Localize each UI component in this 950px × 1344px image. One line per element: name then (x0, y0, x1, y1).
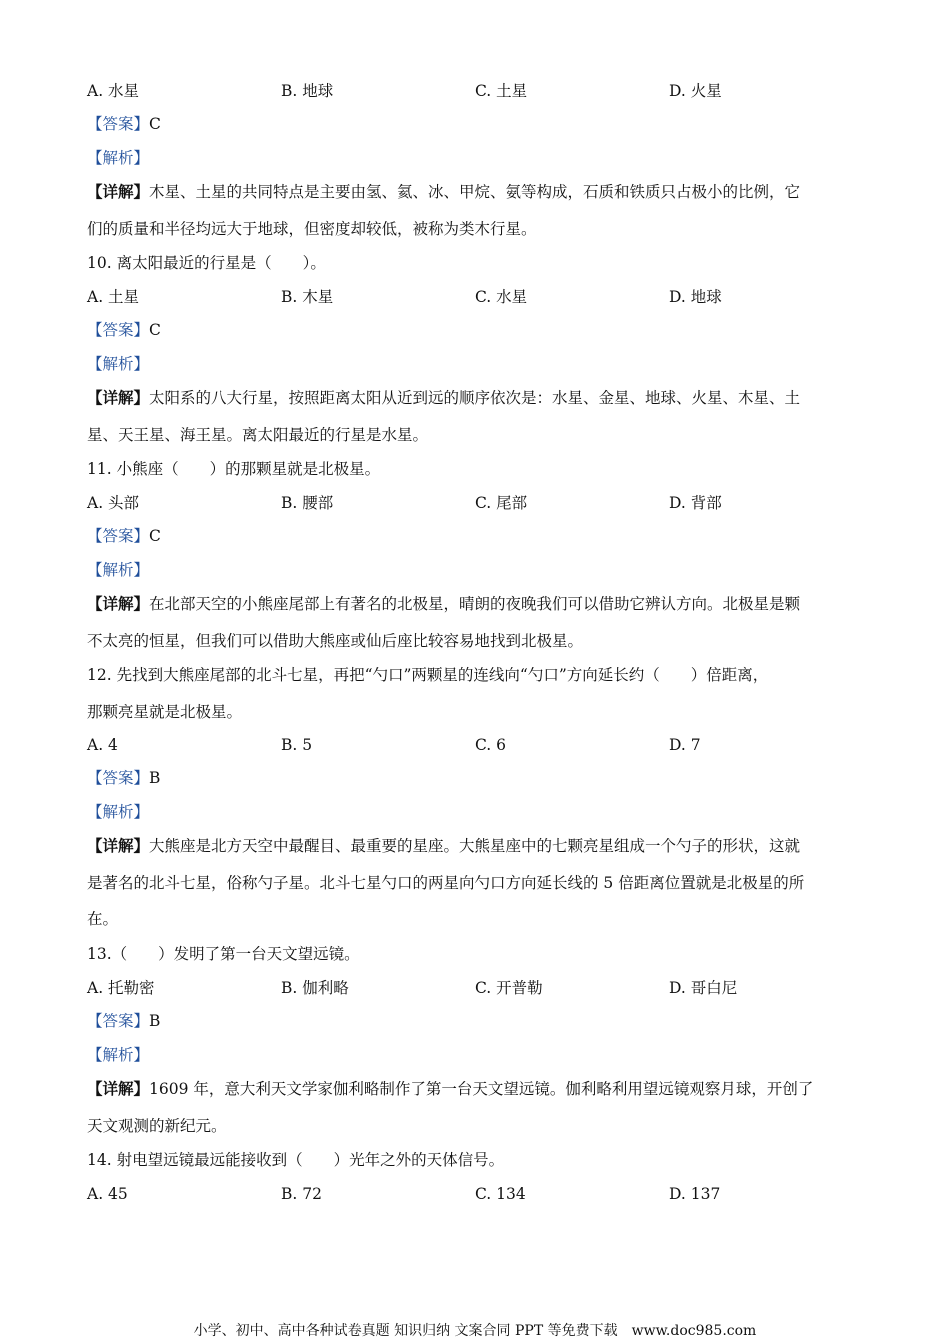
q13-option-a: A. 托勒密 (87, 979, 155, 997)
q14-option-c: C. 134 (475, 1185, 526, 1203)
q11-detail-line-1 (87, 594, 800, 614)
q13-detail-text-1: 1609 年，意大利天文学家伽利略制作了第一台天文望远镜。伽利略利用望远镜观察月球，开创了 (149, 1080, 814, 1098)
q12-option-b: B. 5 (281, 736, 313, 754)
q9-detail-text-1: 木星、土星的共同特点是主要由氢、氦、冰、甲烷、氨等构成，石质和铁质只占极小的比例，它 (149, 183, 801, 201)
page-footer: 小学、初中、高中各种试卷真题 知识归纳 文案合同 PPT 等免费下载 www.doc985.com (193, 1323, 757, 1339)
q10-detail-text-1: 太阳系的八大行星，按照距离太阳从近到远的顺序依次是：水星、金星、地球、火星、木星、土 (149, 389, 801, 407)
answer-label: 【答案】 (87, 321, 150, 339)
q13-option-d: D. 哥白尼 (669, 979, 738, 997)
q13-analysis-label: 【解析】 (87, 1046, 150, 1064)
q11-option-b: B. 腰部 (281, 494, 334, 512)
q10-answer-value: C (149, 321, 161, 339)
q10-detail-line-2: 星、天王星、海王星。离太阳最近的行星是水星。 (87, 426, 429, 444)
q13-stem: 13.（ ）发明了第一台天文望远镜。 (87, 945, 360, 963)
detail-label: 【详解】 (87, 182, 150, 201)
q10-option-b: B. 木星 (281, 288, 334, 306)
q10-option-c: C. 水星 (475, 288, 528, 306)
q14-stem: 14. 射电望远镜最远能接收到（ ）光年之外的天体信号。 (87, 1151, 505, 1169)
q11-stem: 11. 小熊座（ ）的那颗星就是北极星。 (87, 460, 381, 478)
q9-option-d: D. 火星 (669, 82, 722, 100)
q12-stem-line-2: 那颗亮星就是北极星。 (87, 703, 243, 721)
q12-option-d: D. 7 (669, 736, 701, 754)
q13-option-c: C. 开普勒 (475, 979, 543, 997)
q10-detail-line-1 (87, 388, 800, 408)
q13-answer-value: B (149, 1012, 161, 1030)
q11-detail-text-1: 在北部天空的小熊座尾部上有著名的北极星，晴朗的夜晚我们可以借助它辨认方向。北极星是颗 (149, 595, 801, 613)
detail-label: 【详解】 (87, 388, 150, 407)
q9-option-a: A. 水星 (87, 82, 140, 100)
q12-detail-text-1: 大熊座是北方天空中最醒目、最重要的星座。大熊星座中的七颗亮星组成一个勺子的形状，这就 (149, 837, 801, 855)
q11-option-c: C. 尾部 (475, 494, 528, 512)
q12-option-a: A. 4 (87, 736, 118, 754)
q14-option-b: B. 72 (281, 1185, 322, 1203)
q11-option-d: D. 背部 (669, 494, 722, 512)
q13-detail-line-1 (87, 1079, 813, 1099)
q13-answer (87, 1011, 160, 1031)
q12-analysis-label: 【解析】 (87, 803, 150, 821)
q12-option-c: C. 6 (475, 736, 507, 754)
q9-answer (87, 114, 161, 134)
detail-label: 【详解】 (87, 1079, 150, 1098)
q9-analysis-label: 【解析】 (87, 149, 150, 167)
q12-answer (87, 768, 160, 788)
q11-analysis-label: 【解析】 (87, 561, 150, 579)
q9-option-c: C. 土星 (475, 82, 528, 100)
q10-answer (87, 320, 161, 340)
q9-option-b: B. 地球 (281, 82, 334, 100)
q10-analysis-label: 【解析】 (87, 355, 150, 373)
q10-option-d: D. 地球 (669, 288, 722, 306)
q11-detail-line-2: 不太亮的恒星，但我们可以借助大熊座或仙后座比较容易地找到北极星。 (87, 632, 584, 650)
q11-answer (87, 526, 161, 546)
q9-detail-line-2: 们的质量和半径均远大于地球，但密度却较低，被称为类木行星。 (87, 220, 537, 238)
q11-option-a: A. 头部 (87, 494, 140, 512)
q14-option-a: A. 45 (87, 1185, 128, 1203)
q12-detail-line-1 (87, 836, 800, 856)
q12-detail-line-2: 是著名的北斗七星，俗称勺子星。北斗七星勺口的两星向勺口方向延长线的 5 倍距离位置就是北极星的所 (87, 874, 805, 892)
detail-label: 【详解】 (87, 594, 150, 613)
answer-label: 【答案】 (87, 115, 150, 133)
q12-answer-value: B (149, 769, 161, 787)
q13-detail-line-2: 天文观测的新纪元。 (87, 1117, 227, 1135)
q12-stem-line-1: 12. 先找到大熊座尾部的北斗七星，再把“勺口”两颗星的连线向“勺口”方向延长约（ ）倍距离， (87, 666, 769, 684)
q14-option-d: D. 137 (669, 1185, 721, 1203)
q13-option-b: B. 伽利略 (281, 979, 349, 997)
q10-stem: 10. 离太阳最近的行星是（ ）。 (87, 254, 326, 272)
q9-detail-line-1 (87, 182, 800, 202)
q12-detail-line-3: 在。 (87, 910, 119, 928)
q9-answer-value: C (149, 115, 161, 133)
q11-answer-value: C (149, 527, 161, 545)
q10-option-a: A. 土星 (87, 288, 140, 306)
answer-label: 【答案】 (87, 769, 150, 787)
answer-label: 【答案】 (87, 1012, 150, 1030)
answer-label: 【答案】 (87, 527, 150, 545)
detail-label: 【详解】 (87, 836, 150, 855)
